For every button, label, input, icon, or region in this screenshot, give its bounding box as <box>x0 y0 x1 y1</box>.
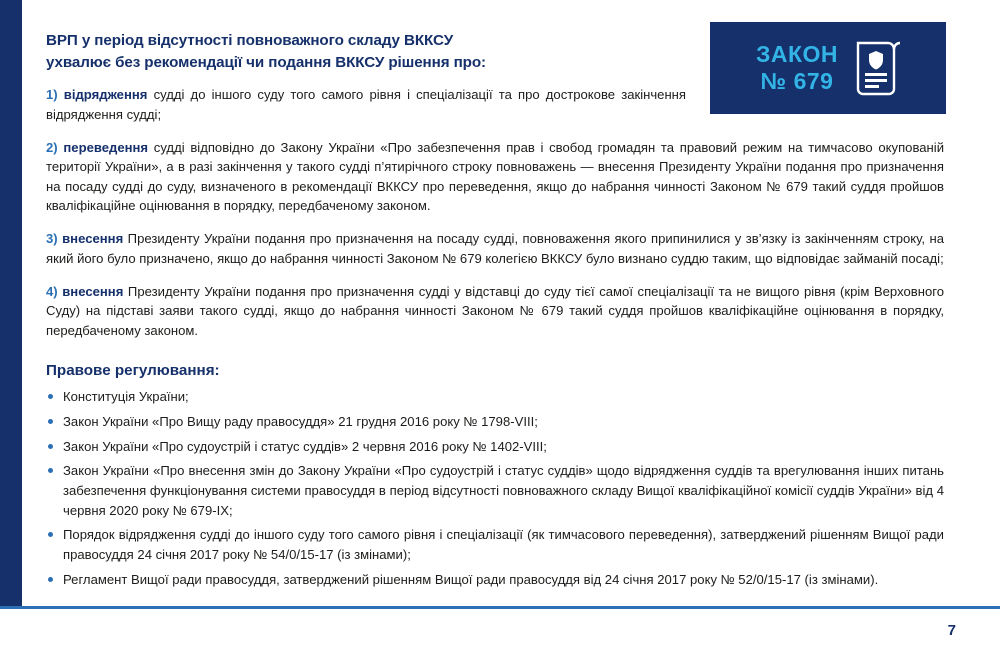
list-item: Конституція України; <box>46 387 944 407</box>
list-item: Закон України «Про внесення змін до Закону України «Про судоустрій і статус суддів» щодо відрядження суддів та врегулювання інших питань забезпечення функціонування системи правосуддя в період відсутності повноважного складу Вищої кваліфікаційної комісії суддів України» від 4 червня 2020 року № 679-IX; <box>46 461 944 520</box>
law-badge <box>710 22 946 114</box>
page-number: 7 <box>947 622 956 639</box>
clause-keyword-2: переведення <box>63 139 149 155</box>
clause-keyword-3: внесення <box>62 231 124 247</box>
list-item: Регламент Вищої ради правосуддя, затверджений рішенням Вищої ради правосуддя від 24 січня 2017 року № 52/0/15-17 (із змінами). <box>46 570 944 590</box>
clause-number-1: 1) <box>46 87 58 103</box>
clause-keyword-1: відрядження <box>63 87 148 103</box>
clause-item-3 <box>46 229 944 268</box>
clause-text-2: судді відповідно до Закону України «Про забезпечення прав і свобод громадян та правовий режим на тимчасово окупованій території України», а в разі закінчення у такого судді п’ятирічного строку повноважень — внесення Президенту України подання про призначення на посаду судді до суду, визначеного в рекомендації ВККСУ про переведення, якщо до набрання чинності Законом № 679 такий суддя пройшов кваліфікаційне оцінювання в порядку, передбаченому законом. <box>46 139 945 214</box>
law-badge-text <box>756 41 838 95</box>
page-title <box>46 30 486 73</box>
page-title-line2: ухвалює без рекомендації чи подання ВККСУ рішення про: <box>46 53 486 71</box>
left-accent-bar <box>0 0 22 608</box>
header-row <box>46 30 946 94</box>
legal-regulation-list <box>46 387 946 589</box>
clause-text-3: Президенту України подання про призначення на посаду судді, повноваження якого припинилися у зв’язку із закінченням строку, на який його було призначено, якщо до набрання чинності Законом № 679 колегією ВККСУ було визнано суддю таким, що відповідає займаній посаді; <box>46 231 945 266</box>
page-content <box>46 30 946 589</box>
list-item: Закон України «Про Вищу раду правосуддя» 21 грудня 2016 року № 1798-VIII; <box>46 412 944 432</box>
clause-number-3: 3) <box>46 231 58 247</box>
clause-text-1: судді до іншого суду того самого рівня і спеціалізації та про дострокове закінчення відрядження судді; <box>46 87 687 122</box>
page-title-line1: ВРП у період відсутності повноважного складу ВККСУ <box>46 32 454 49</box>
list-item: Закон України «Про судоустрій і статус суддів» 2 червня 2016 року № 1402-VIII; <box>46 437 944 457</box>
clause-number-4: 4) <box>46 283 58 299</box>
scroll-document-icon <box>852 39 900 97</box>
legal-regulation-title: Правове регулювання: <box>46 362 220 380</box>
clause-keyword-4: внесення <box>62 283 124 299</box>
clause-text-4: Президенту України подання про призначення судді у відставці до суду тієї самої спеціалізації та не вищого рівня (крім Верховного Суду) на підставі заяви такого судді, якщо до набрання чинності Законом № 679 такий суддя пройшов кваліфікаційне оцінювання в порядку, передбаченому законом. <box>46 283 944 338</box>
bottom-rule <box>0 606 1000 609</box>
law-badge-line1: ЗАКОН <box>755 40 839 67</box>
clause-item-4 <box>46 282 944 341</box>
clause-item-1 <box>46 85 686 124</box>
list-item: Порядок відрядження судді до іншого суду того самого рівня і спеціалізації (як тимчасового переведення), затверджений рішенням Вищої ради правосуддя 24 січня 2017 року № 54/0/15-17 (із змінами); <box>46 525 944 564</box>
clause-item-2 <box>46 138 944 217</box>
law-badge-line2: № 679 <box>760 68 834 94</box>
clause-number-2: 2) <box>46 139 58 155</box>
